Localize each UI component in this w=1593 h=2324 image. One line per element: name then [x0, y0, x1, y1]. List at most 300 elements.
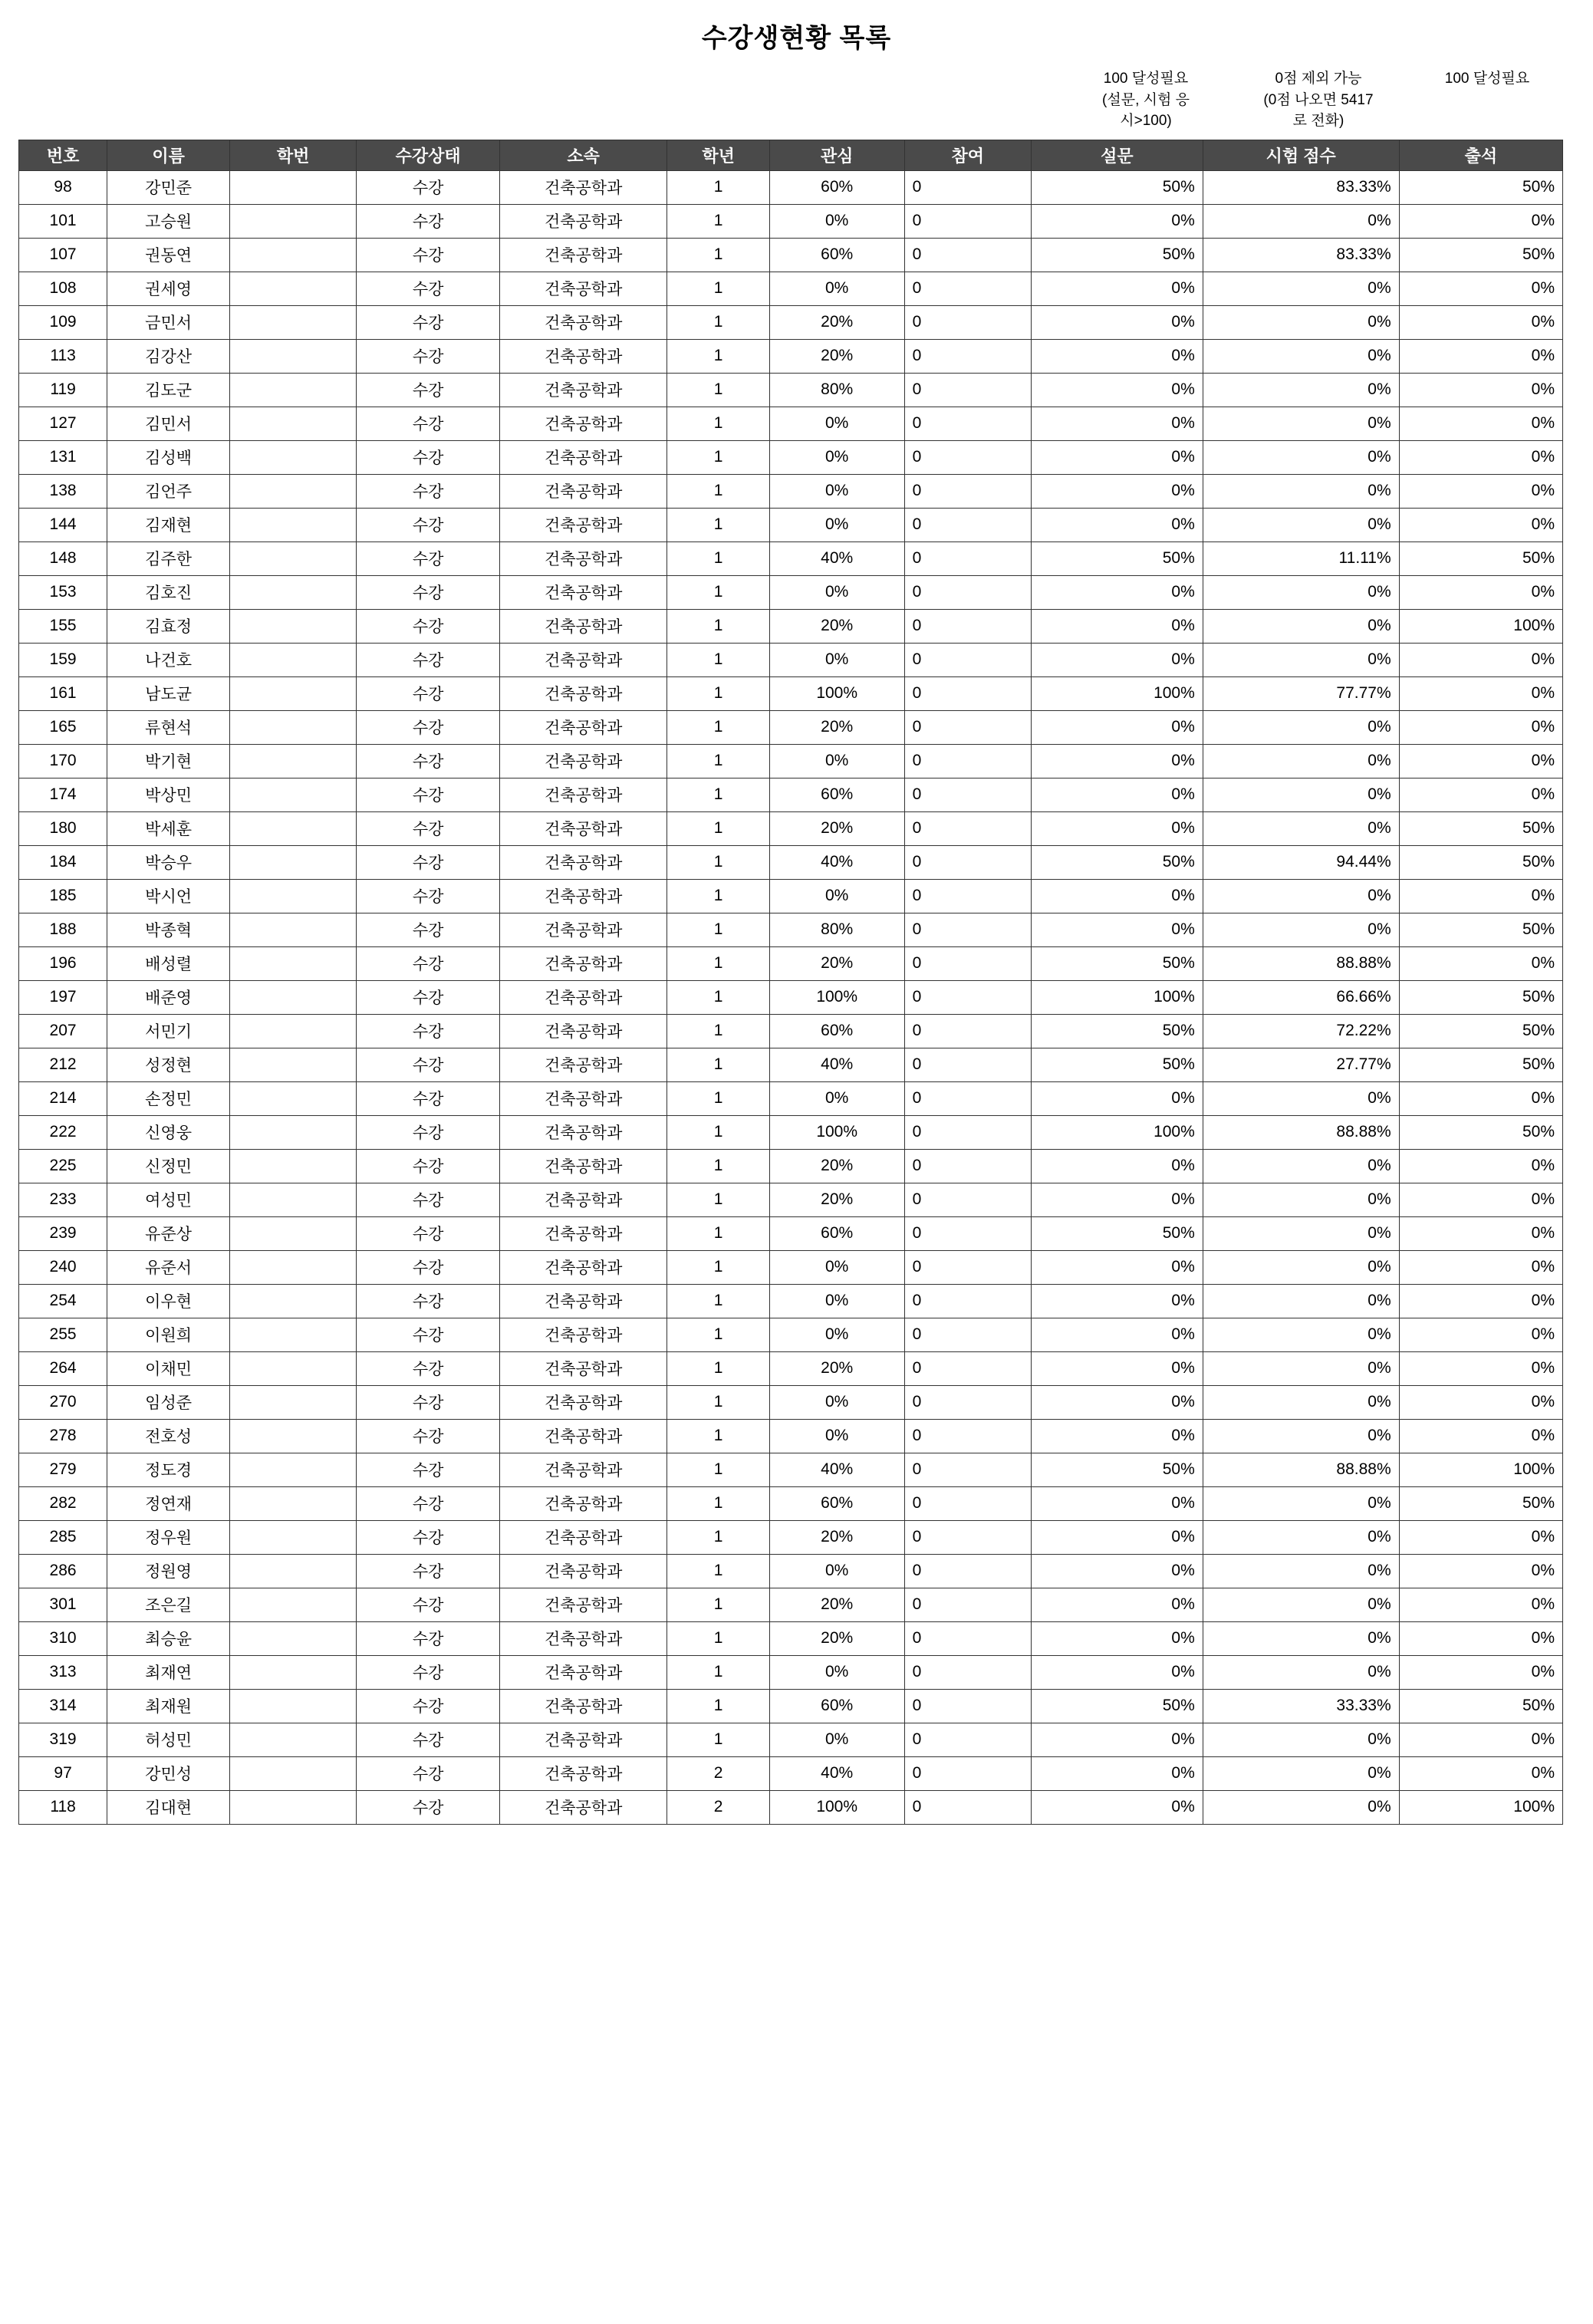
cell-interest: 0% — [769, 204, 904, 238]
cell-exam-score: 88.88% — [1203, 1115, 1399, 1149]
cell-participation: 0 — [904, 1115, 1031, 1149]
cell-exam-score: 0% — [1203, 643, 1399, 676]
cell-status: 수강 — [357, 1419, 500, 1453]
cell-survey: 0% — [1031, 1723, 1203, 1756]
column-header-interest: 관심 — [769, 140, 904, 170]
note-line: 100 달성필요 — [1444, 71, 1530, 87]
cell-exam-score: 0% — [1203, 1419, 1399, 1453]
cell-student-id — [230, 170, 357, 204]
cell-grade: 1 — [667, 1284, 769, 1318]
cell-participation: 0 — [904, 710, 1031, 744]
cell-no: 196 — [19, 946, 107, 980]
cell-name: 여성민 — [107, 1183, 230, 1216]
column-header-no: 번호 — [19, 140, 107, 170]
cell-grade: 1 — [667, 1115, 769, 1149]
cell-no: 255 — [19, 1318, 107, 1351]
cell-department: 건축공학과 — [499, 1689, 667, 1723]
cell-status: 수강 — [357, 1351, 500, 1385]
table-row — [19, 204, 1563, 238]
cell-attendance: 0% — [1399, 1149, 1562, 1183]
cell-interest: 60% — [769, 1486, 904, 1520]
cell-name: 김성백 — [107, 440, 230, 474]
table-row — [19, 305, 1563, 339]
cell-participation: 0 — [904, 204, 1031, 238]
cell-status: 수강 — [357, 1790, 500, 1824]
cell-name: 신영웅 — [107, 1115, 230, 1149]
cell-name: 이우현 — [107, 1284, 230, 1318]
cell-department: 건축공학과 — [499, 643, 667, 676]
cell-attendance: 0% — [1399, 272, 1562, 305]
cell-grade: 1 — [667, 272, 769, 305]
cell-grade: 1 — [667, 474, 769, 508]
cell-survey: 0% — [1031, 1149, 1203, 1183]
cell-exam-score: 0% — [1203, 1284, 1399, 1318]
table-row — [19, 238, 1563, 272]
cell-survey: 0% — [1031, 1621, 1203, 1655]
cell-name: 이채민 — [107, 1351, 230, 1385]
cell-status: 수강 — [357, 710, 500, 744]
cell-no: 278 — [19, 1419, 107, 1453]
cell-no: 101 — [19, 204, 107, 238]
cell-name: 박세훈 — [107, 811, 230, 845]
students-table — [18, 140, 1563, 1825]
cell-name: 김도군 — [107, 373, 230, 407]
cell-attendance: 0% — [1399, 305, 1562, 339]
cell-attendance: 50% — [1399, 541, 1562, 575]
cell-participation: 0 — [904, 1048, 1031, 1081]
cell-survey: 0% — [1031, 407, 1203, 440]
cell-participation: 0 — [904, 1419, 1031, 1453]
table-row — [19, 710, 1563, 744]
cell-attendance: 0% — [1399, 1621, 1562, 1655]
table-row — [19, 1216, 1563, 1250]
cell-student-id — [230, 1756, 357, 1790]
cell-status: 수강 — [357, 1520, 500, 1554]
cell-grade: 1 — [667, 238, 769, 272]
cell-interest: 60% — [769, 1689, 904, 1723]
cell-participation: 0 — [904, 946, 1031, 980]
cell-attendance: 50% — [1399, 811, 1562, 845]
cell-grade: 1 — [667, 1486, 769, 1520]
cell-survey: 0% — [1031, 643, 1203, 676]
cell-interest: 20% — [769, 1351, 904, 1385]
cell-survey: 0% — [1031, 1790, 1203, 1824]
column-header-status: 수강상태 — [357, 140, 500, 170]
cell-interest: 100% — [769, 1790, 904, 1824]
cell-interest: 80% — [769, 913, 904, 946]
cell-student-id — [230, 778, 357, 811]
cell-survey: 0% — [1031, 1655, 1203, 1689]
cell-no: 310 — [19, 1621, 107, 1655]
cell-survey: 50% — [1031, 170, 1203, 204]
cell-no: 279 — [19, 1453, 107, 1486]
cell-no: 144 — [19, 508, 107, 541]
cell-interest: 0% — [769, 879, 904, 913]
cell-participation: 0 — [904, 1183, 1031, 1216]
cell-grade: 1 — [667, 1351, 769, 1385]
cell-interest: 20% — [769, 710, 904, 744]
cell-grade: 1 — [667, 913, 769, 946]
table-row — [19, 676, 1563, 710]
cell-survey: 50% — [1031, 1014, 1203, 1048]
column-header-department: 소속 — [499, 140, 667, 170]
cell-exam-score: 0% — [1203, 1183, 1399, 1216]
cell-student-id — [230, 1621, 357, 1655]
cell-status: 수강 — [357, 238, 500, 272]
cell-attendance: 50% — [1399, 980, 1562, 1014]
cell-student-id — [230, 339, 357, 373]
cell-survey: 0% — [1031, 1419, 1203, 1453]
cell-grade: 1 — [667, 373, 769, 407]
cell-interest: 0% — [769, 744, 904, 778]
table-row — [19, 1014, 1563, 1048]
cell-participation: 0 — [904, 643, 1031, 676]
cell-department: 건축공학과 — [499, 272, 667, 305]
column-header-name: 이름 — [107, 140, 230, 170]
cell-participation: 0 — [904, 1014, 1031, 1048]
cell-student-id — [230, 980, 357, 1014]
cell-no: 214 — [19, 1081, 107, 1115]
cell-student-id — [230, 1588, 357, 1621]
cell-survey: 0% — [1031, 1183, 1203, 1216]
cell-name: 임성준 — [107, 1385, 230, 1419]
table-row — [19, 946, 1563, 980]
cell-department: 건축공학과 — [499, 238, 667, 272]
cell-no: 108 — [19, 272, 107, 305]
cell-no: 127 — [19, 407, 107, 440]
cell-department: 건축공학과 — [499, 1486, 667, 1520]
cell-exam-score: 0% — [1203, 1081, 1399, 1115]
cell-interest: 40% — [769, 845, 904, 879]
table-row — [19, 1790, 1563, 1824]
cell-attendance: 100% — [1399, 1453, 1562, 1486]
cell-attendance: 50% — [1399, 913, 1562, 946]
cell-participation: 0 — [904, 1486, 1031, 1520]
cell-no: 313 — [19, 1655, 107, 1689]
table-row — [19, 1183, 1563, 1216]
cell-participation: 0 — [904, 474, 1031, 508]
cell-survey: 0% — [1031, 710, 1203, 744]
cell-participation: 0 — [904, 1588, 1031, 1621]
cell-grade: 1 — [667, 1520, 769, 1554]
cell-survey: 0% — [1031, 1081, 1203, 1115]
cell-student-id — [230, 272, 357, 305]
table-row — [19, 1284, 1563, 1318]
cell-attendance: 0% — [1399, 1318, 1562, 1351]
cell-student-id — [230, 1048, 357, 1081]
cell-student-id — [230, 710, 357, 744]
cell-department: 건축공학과 — [499, 913, 667, 946]
cell-status: 수강 — [357, 1014, 500, 1048]
cell-name: 허성민 — [107, 1723, 230, 1756]
cell-participation: 0 — [904, 744, 1031, 778]
cell-interest: 0% — [769, 1385, 904, 1419]
cell-exam-score: 11.11% — [1203, 541, 1399, 575]
cell-participation: 0 — [904, 373, 1031, 407]
cell-student-id — [230, 238, 357, 272]
cell-exam-score: 0% — [1203, 339, 1399, 373]
cell-student-id — [230, 1081, 357, 1115]
cell-exam-score: 0% — [1203, 744, 1399, 778]
cell-student-id — [230, 811, 357, 845]
cell-no: 239 — [19, 1216, 107, 1250]
cell-participation: 0 — [904, 440, 1031, 474]
cell-student-id — [230, 541, 357, 575]
cell-participation: 0 — [904, 778, 1031, 811]
table-row — [19, 1419, 1563, 1453]
cell-exam-score: 88.88% — [1203, 946, 1399, 980]
cell-status: 수강 — [357, 1588, 500, 1621]
table-row — [19, 1081, 1563, 1115]
table-row — [19, 575, 1563, 609]
cell-name: 전호성 — [107, 1419, 230, 1453]
table-row — [19, 1588, 1563, 1621]
cell-survey: 0% — [1031, 1351, 1203, 1385]
cell-interest: 20% — [769, 1183, 904, 1216]
cell-participation: 0 — [904, 1723, 1031, 1756]
cell-no: 222 — [19, 1115, 107, 1149]
cell-status: 수강 — [357, 1486, 500, 1520]
cell-survey: 50% — [1031, 1216, 1203, 1250]
cell-exam-score: 0% — [1203, 1216, 1399, 1250]
cell-grade: 1 — [667, 1419, 769, 1453]
cell-no: 148 — [19, 541, 107, 575]
cell-attendance: 0% — [1399, 946, 1562, 980]
cell-name: 김강산 — [107, 339, 230, 373]
cell-survey: 50% — [1031, 946, 1203, 980]
cell-attendance: 0% — [1399, 676, 1562, 710]
cell-interest: 60% — [769, 778, 904, 811]
cell-participation: 0 — [904, 238, 1031, 272]
cell-grade: 2 — [667, 1790, 769, 1824]
cell-grade: 1 — [667, 407, 769, 440]
cell-exam-score: 27.77% — [1203, 1048, 1399, 1081]
cell-grade: 1 — [667, 508, 769, 541]
cell-survey: 0% — [1031, 744, 1203, 778]
cell-survey: 0% — [1031, 811, 1203, 845]
cell-participation: 0 — [904, 575, 1031, 609]
cell-status: 수강 — [357, 1149, 500, 1183]
cell-name: 김주한 — [107, 541, 230, 575]
cell-survey: 0% — [1031, 204, 1203, 238]
cell-grade: 1 — [667, 710, 769, 744]
cell-no: 225 — [19, 1149, 107, 1183]
cell-exam-score: 0% — [1203, 1790, 1399, 1824]
cell-department: 건축공학과 — [499, 170, 667, 204]
cell-survey: 0% — [1031, 609, 1203, 643]
table-row — [19, 1048, 1563, 1081]
cell-interest: 0% — [769, 575, 904, 609]
table-row — [19, 1115, 1563, 1149]
cell-name: 김민서 — [107, 407, 230, 440]
table-row — [19, 1453, 1563, 1486]
cell-department: 건축공학과 — [499, 1453, 667, 1486]
table-row — [19, 778, 1563, 811]
cell-name: 조은길 — [107, 1588, 230, 1621]
cell-exam-score: 0% — [1203, 305, 1399, 339]
cell-interest: 20% — [769, 339, 904, 373]
cell-grade: 1 — [667, 1621, 769, 1655]
cell-participation: 0 — [904, 811, 1031, 845]
cell-name: 권세영 — [107, 272, 230, 305]
cell-no: 113 — [19, 339, 107, 373]
cell-attendance: 0% — [1399, 1756, 1562, 1790]
cell-name: 나건호 — [107, 643, 230, 676]
cell-exam-score: 0% — [1203, 373, 1399, 407]
cell-attendance: 50% — [1399, 1014, 1562, 1048]
cell-interest: 40% — [769, 541, 904, 575]
table-row — [19, 1351, 1563, 1385]
cell-status: 수강 — [357, 913, 500, 946]
cell-grade: 1 — [667, 1081, 769, 1115]
cell-attendance: 50% — [1399, 1689, 1562, 1723]
cell-attendance: 0% — [1399, 1351, 1562, 1385]
table-row — [19, 609, 1563, 643]
cell-attendance: 0% — [1399, 1419, 1562, 1453]
cell-department: 건축공학과 — [499, 440, 667, 474]
cell-no: 118 — [19, 1790, 107, 1824]
cell-participation: 0 — [904, 980, 1031, 1014]
cell-survey: 50% — [1031, 1689, 1203, 1723]
cell-interest: 60% — [769, 1216, 904, 1250]
cell-status: 수강 — [357, 676, 500, 710]
note-line: 로 전화) — [1292, 113, 1345, 130]
cell-exam-score: 0% — [1203, 1621, 1399, 1655]
cell-interest: 20% — [769, 305, 904, 339]
cell-student-id — [230, 1419, 357, 1453]
cell-survey: 0% — [1031, 1588, 1203, 1621]
cell-exam-score: 0% — [1203, 1723, 1399, 1756]
cell-student-id — [230, 575, 357, 609]
cell-attendance: 50% — [1399, 1115, 1562, 1149]
column-header-student-id: 학번 — [230, 140, 357, 170]
cell-grade: 1 — [667, 1385, 769, 1419]
cell-status: 수강 — [357, 1756, 500, 1790]
header-notes — [0, 67, 1593, 140]
cell-student-id — [230, 1115, 357, 1149]
cell-department: 건축공학과 — [499, 508, 667, 541]
cell-name: 강민준 — [107, 170, 230, 204]
cell-student-id — [230, 1284, 357, 1318]
table-row — [19, 1554, 1563, 1588]
note-line: (설문, 시험 응 — [1102, 91, 1190, 108]
cell-survey: 50% — [1031, 1048, 1203, 1081]
cell-attendance: 50% — [1399, 1048, 1562, 1081]
cell-student-id — [230, 1183, 357, 1216]
cell-no: 174 — [19, 778, 107, 811]
cell-student-id — [230, 845, 357, 879]
cell-no: 138 — [19, 474, 107, 508]
cell-student-id — [230, 1014, 357, 1048]
table-body — [19, 170, 1563, 1824]
cell-participation: 0 — [904, 1453, 1031, 1486]
cell-exam-score: 0% — [1203, 1756, 1399, 1790]
cell-student-id — [230, 373, 357, 407]
cell-grade: 1 — [667, 1014, 769, 1048]
cell-survey: 0% — [1031, 1250, 1203, 1284]
cell-attendance: 0% — [1399, 508, 1562, 541]
cell-interest: 0% — [769, 1284, 904, 1318]
cell-name: 권동연 — [107, 238, 230, 272]
cell-name: 이원희 — [107, 1318, 230, 1351]
cell-grade: 1 — [667, 170, 769, 204]
cell-participation: 0 — [904, 913, 1031, 946]
cell-department: 건축공학과 — [499, 980, 667, 1014]
cell-name: 정연재 — [107, 1486, 230, 1520]
cell-grade: 1 — [667, 946, 769, 980]
cell-participation: 0 — [904, 1689, 1031, 1723]
cell-student-id — [230, 305, 357, 339]
cell-participation: 0 — [904, 845, 1031, 879]
cell-survey: 0% — [1031, 1756, 1203, 1790]
cell-department: 건축공학과 — [499, 710, 667, 744]
cell-survey: 0% — [1031, 1520, 1203, 1554]
table-row — [19, 339, 1563, 373]
cell-survey: 0% — [1031, 1284, 1203, 1318]
cell-no: 98 — [19, 170, 107, 204]
cell-participation: 0 — [904, 1149, 1031, 1183]
cell-department: 건축공학과 — [499, 305, 667, 339]
cell-status: 수강 — [357, 407, 500, 440]
cell-attendance: 0% — [1399, 1284, 1562, 1318]
cell-survey: 50% — [1031, 541, 1203, 575]
cell-attendance: 0% — [1399, 879, 1562, 913]
cell-department: 건축공학과 — [499, 541, 667, 575]
cell-no: 254 — [19, 1284, 107, 1318]
note-line: 0점 제외 가능 — [1275, 71, 1362, 87]
cell-attendance: 0% — [1399, 1655, 1562, 1689]
cell-participation: 0 — [904, 676, 1031, 710]
cell-no: 180 — [19, 811, 107, 845]
cell-interest: 0% — [769, 407, 904, 440]
cell-exam-score: 94.44% — [1203, 845, 1399, 879]
cell-interest: 20% — [769, 609, 904, 643]
table-row — [19, 170, 1563, 204]
table-row — [19, 1385, 1563, 1419]
cell-name: 남도균 — [107, 676, 230, 710]
cell-grade: 1 — [667, 1318, 769, 1351]
cell-interest: 0% — [769, 272, 904, 305]
cell-department: 건축공학과 — [499, 946, 667, 980]
cell-status: 수강 — [357, 1250, 500, 1284]
cell-name: 최재원 — [107, 1689, 230, 1723]
cell-status: 수강 — [357, 778, 500, 811]
cell-grade: 1 — [667, 811, 769, 845]
cell-name: 배성렬 — [107, 946, 230, 980]
cell-interest: 80% — [769, 373, 904, 407]
cell-status: 수강 — [357, 1183, 500, 1216]
cell-department: 건축공학과 — [499, 1250, 667, 1284]
cell-department: 건축공학과 — [499, 1621, 667, 1655]
cell-name: 박상민 — [107, 778, 230, 811]
cell-exam-score: 0% — [1203, 1520, 1399, 1554]
cell-participation: 0 — [904, 170, 1031, 204]
cell-interest: 20% — [769, 946, 904, 980]
cell-department: 건축공학과 — [499, 204, 667, 238]
cell-interest: 0% — [769, 1554, 904, 1588]
cell-department: 건축공학과 — [499, 1588, 667, 1621]
cell-status: 수강 — [357, 879, 500, 913]
cell-interest: 100% — [769, 676, 904, 710]
cell-status: 수강 — [357, 643, 500, 676]
cell-department: 건축공학과 — [499, 1048, 667, 1081]
cell-grade: 1 — [667, 676, 769, 710]
cell-department: 건축공학과 — [499, 1655, 667, 1689]
cell-participation: 0 — [904, 1318, 1031, 1351]
cell-participation: 0 — [904, 1250, 1031, 1284]
cell-department: 건축공학과 — [499, 1183, 667, 1216]
cell-interest: 0% — [769, 1419, 904, 1453]
